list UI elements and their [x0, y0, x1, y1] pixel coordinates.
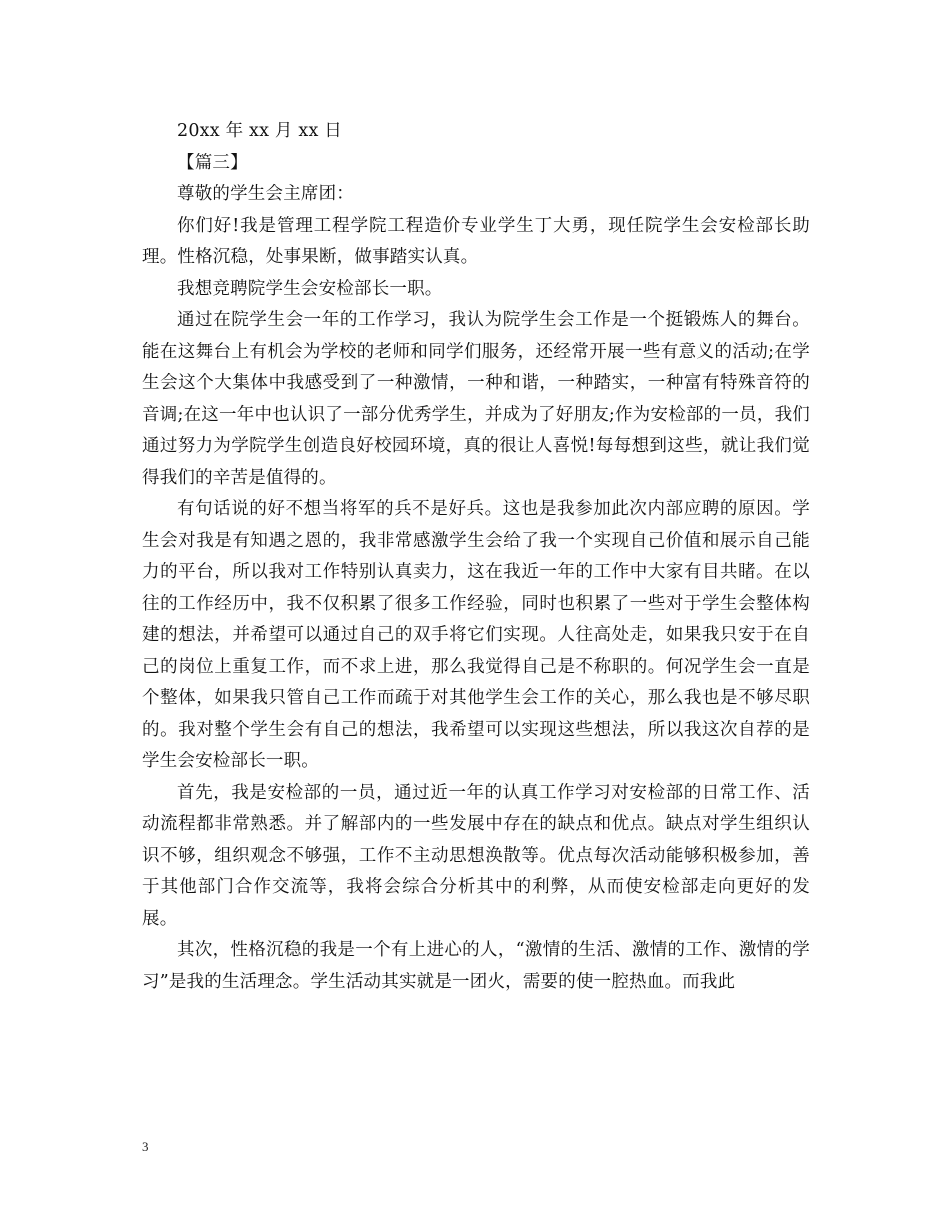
paragraph: 你们好!我是管理工程学院工程造价专业学生丁大勇，现任院学生会安检部长助理。性格沉稳，处事果断，做事踏实认真。 [142, 215, 810, 267]
paragraph: 首先，我是安检部的一员，通过近一年的认真工作学习对安检部的日常工作、活动流程都非常熟悉。并了解部内的一些发展中存在的缺点和优点。缺点对学生组织认识不够，组织观念不够强，工作不主动思想涣散等。优点每次活动能够积极参加，善于其他部门合作交流等，我将会综合分析其中的利弊，从而使安检部走向更好的发展。 [142, 782, 810, 929]
paragraph: 我想竞聘院学生会安检部长一职。 [177, 278, 443, 299]
salutation: 尊敬的学生会主席团： [177, 184, 354, 204]
paragraph: 有句话说的好不想当将军的兵不是好兵。这也是我参加此次内部应聘的原因。学生会对我是有知遇之恩的，我非常感激学生会给了我一个实现自己价值和展示自己能力的平台，所以我对工作特别认真卖力，这在我近一年的工作中大家有目共睹。在以往的工作经历中，我不仅积累了很多工作经验，同时也积累了一些对于学生会整体构建的想法，并希望可以通过自己的双手将它们实现。人往高处走，如果我只安于在自己的岗位上重复工作，而不求上进，那么我觉得自己是不称职的。何况学生会一直是个整体，如果我只管自己工作而疏于对其他学生会工作的关心，那么我也是不够尽职的。我对整个学生会有自己的想法，我希望可以实现这些想法，所以我这次自荐的是学生会安检部长一职。 [142, 499, 810, 771]
document-body [142, 116, 810, 998]
date-line: 20xx 年 xx 月 xx 日 [177, 121, 342, 141]
paragraph: 通过在院学生会一年的工作学习，我认为院学生会工作是一个挺锻炼人的舞台。能在这舞台上有机会为学校的老师和同学们服务，还经常开展一些有意义的活动;在学生会这个大集体中我感受到了一种激情，一种和谐，一种踏实，一种富有特殊音符的音调;在这一年中也认识了一部分优秀学生，并成为了好朋友;作为安检部的一员，我们通过努力为学院学生创造良好校园环境，真的很让人喜悦!每每想到这些，就让我们觉得我们的辛苦是值得的。 [142, 310, 810, 488]
page-number: 3 [142, 1139, 149, 1154]
paragraph: 其次，性格沉稳的我是一个有上进心的人，“激情的生活、激情的工作、激情的学习”是我的生活理念。学生活动其实就是一团火，需要的使一腔热血。而我此 [142, 940, 810, 992]
section-heading: 【篇三】 [177, 152, 248, 173]
